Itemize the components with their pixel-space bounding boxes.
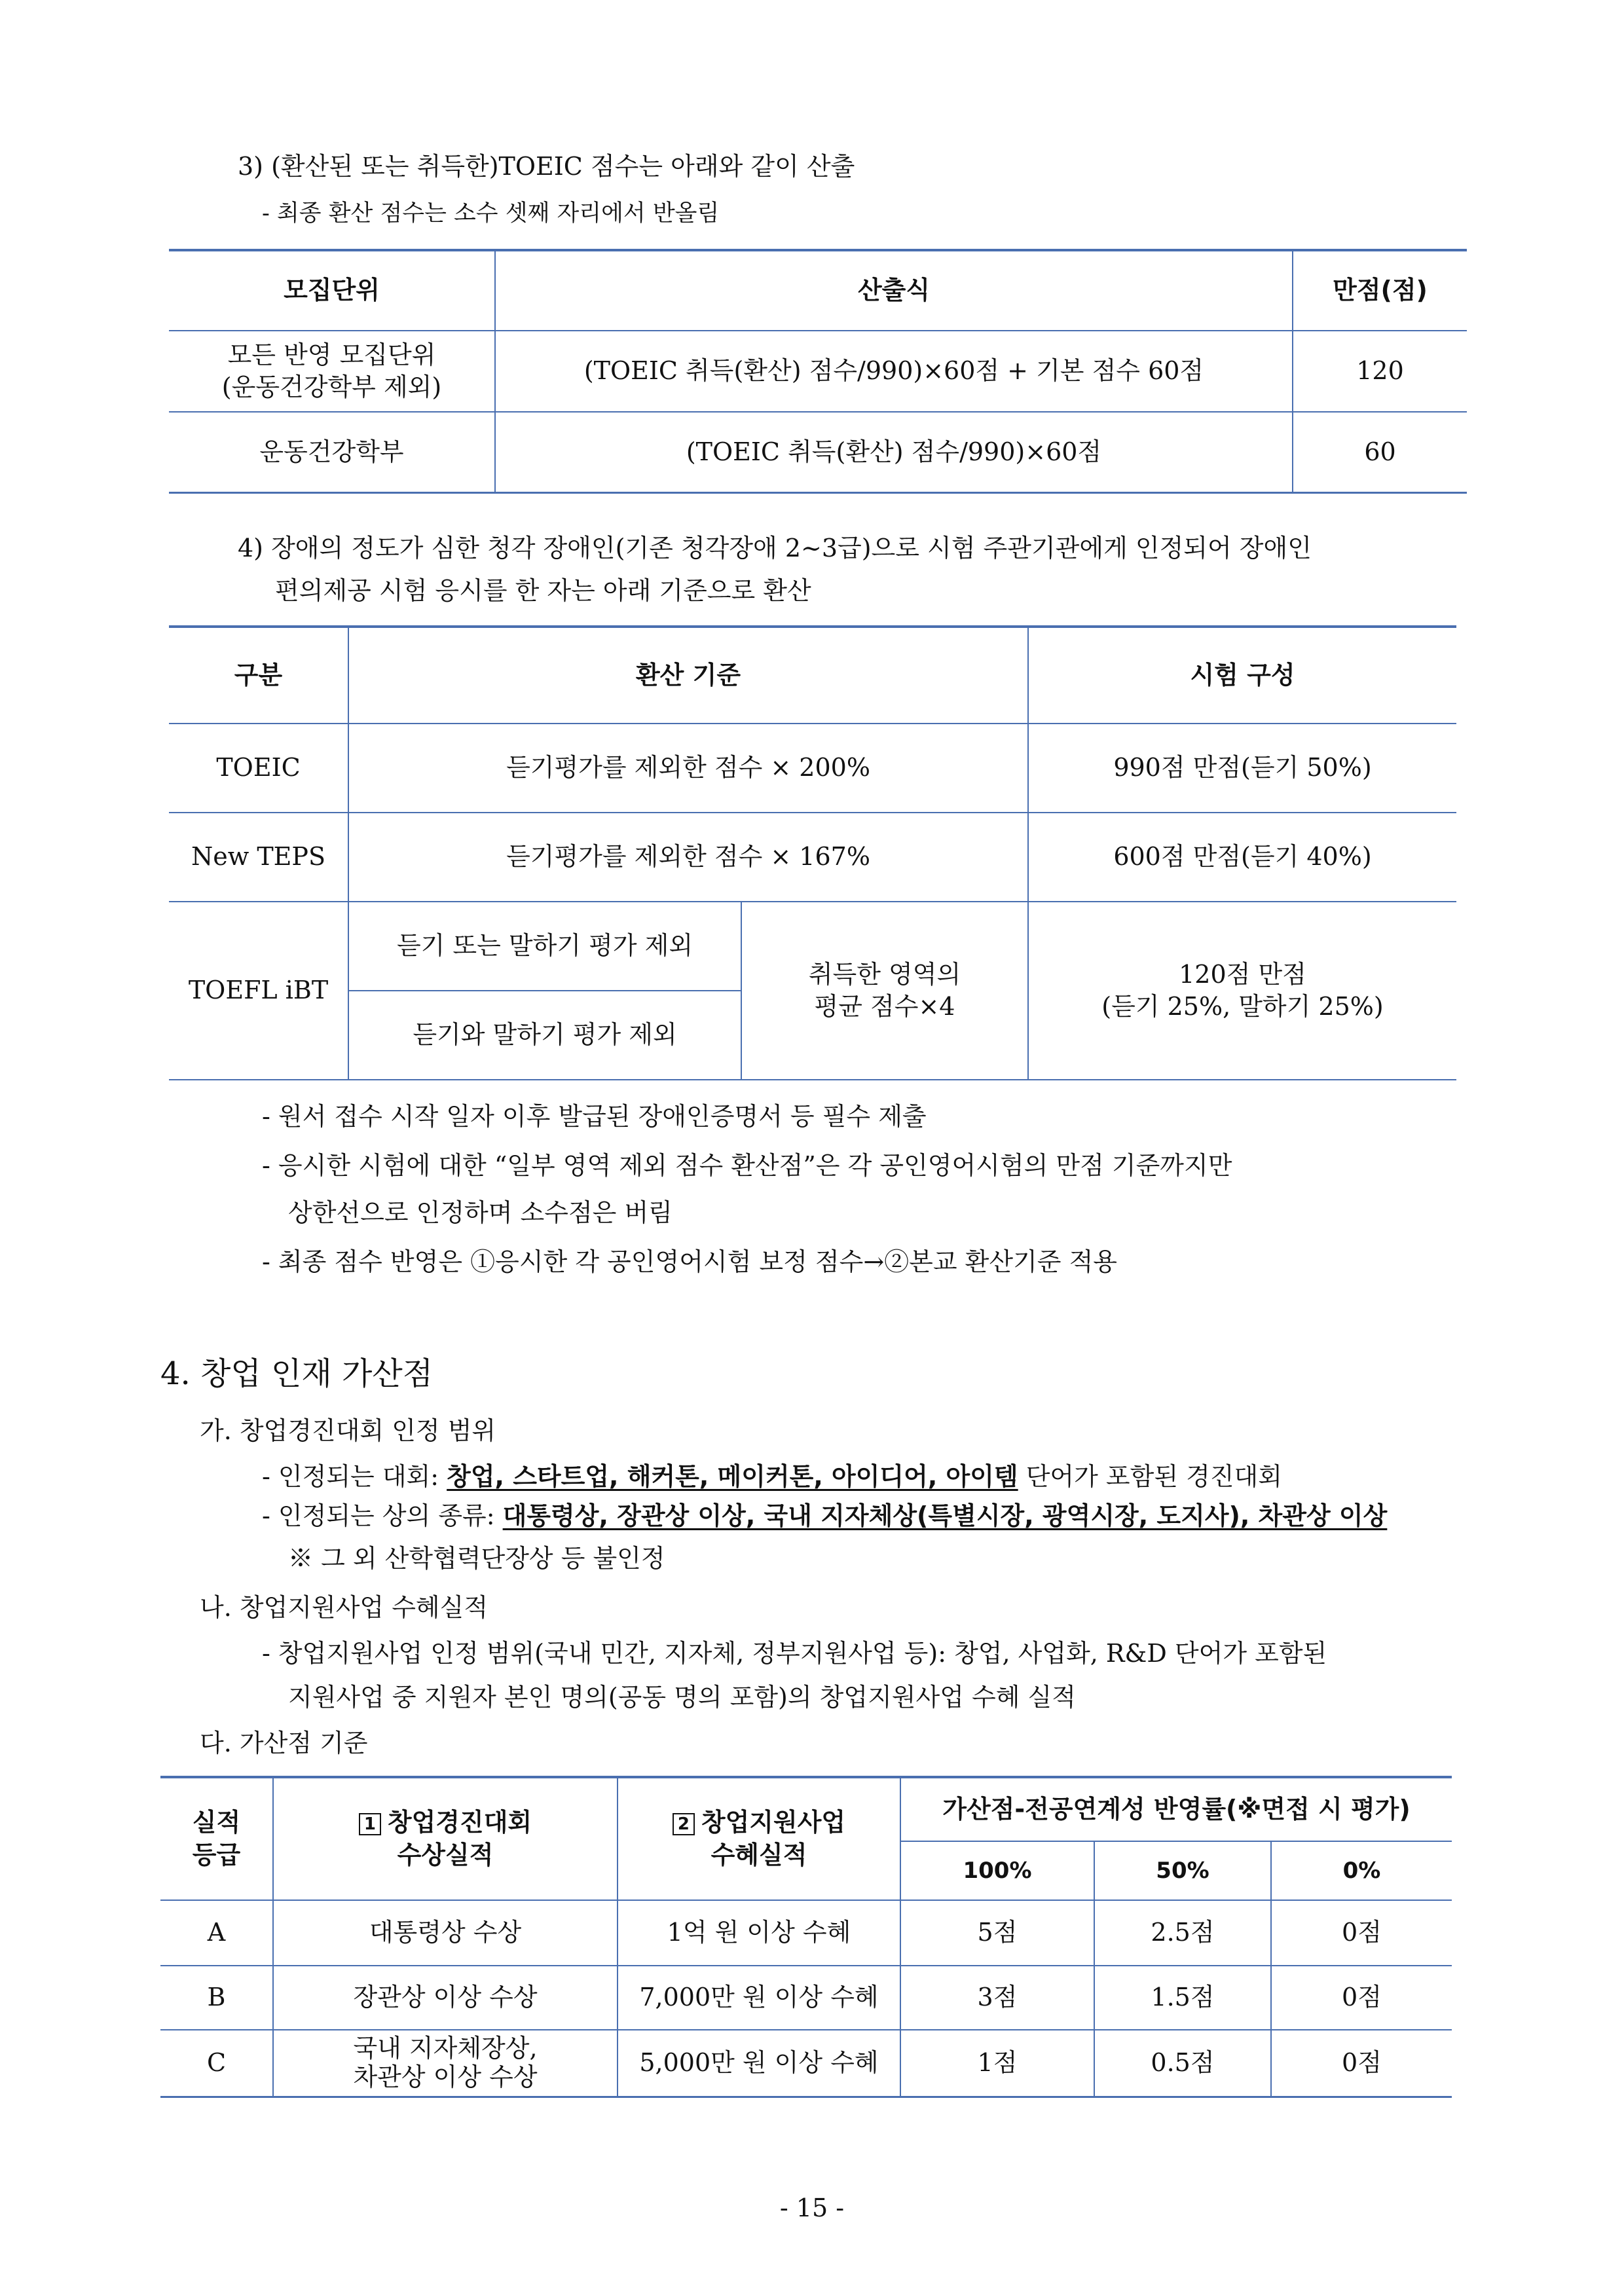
subsection-title: 가. 창업경진대회 인정 범위 — [200, 1416, 496, 1445]
col-header-max: 만점(점) — [1293, 250, 1467, 331]
award-cell: 대통령상 수상 — [273, 1900, 618, 1966]
basis-cell — [741, 902, 1028, 1080]
award-cell: 장관상 이상 수상 — [273, 1966, 618, 2030]
formula-cell: (TOEIC 취득(환산) 점수/990)×60점 — [495, 412, 1293, 492]
table-row — [169, 813, 1456, 902]
note-item: 상한선으로 인정하며 소수점은 버림 — [288, 1198, 673, 1227]
header-line: 등급 — [192, 1840, 241, 1869]
page-number: - 15 - — [779, 2194, 845, 2222]
composition-cell: 990점 만점(듣기 50%) — [1028, 724, 1456, 813]
basis-line: 평균 점수×4 — [814, 992, 955, 1021]
award-types: 대통령상, 장관상 이상, 국내 지자체상(특별시장, 광역시장, 도지사), 차관상 이상 — [502, 1501, 1388, 1530]
excluded-section-cell: 듣기 또는 말하기 평가 제외 — [348, 902, 741, 991]
support-cell: 7,000만 원 이상 수혜 — [618, 1966, 900, 2030]
header-line: 실적 — [192, 1808, 241, 1837]
subsection-title: 다. 가산점 기준 — [200, 1729, 368, 1757]
note-item: - 원서 접수 시작 일자 이후 발급된 장애인증명서 등 필수 제출 — [262, 1102, 927, 1131]
label: - 인정되는 대회: — [262, 1462, 447, 1491]
formula-cell: (TOEIC 취득(환산) 점수/990)×60점 + 기본 점수 60점 — [495, 331, 1293, 412]
points-0-cell: 0점 — [1271, 2030, 1452, 2097]
header-line: 창업지원사업 — [701, 1808, 846, 1837]
col-header-100: 100% — [900, 1841, 1094, 1900]
exam-name: TOEFL iBT — [169, 902, 348, 1080]
table-row — [169, 331, 1467, 412]
exam-name: New TEPS — [169, 813, 348, 902]
header-line: 수상실적 — [397, 1840, 494, 1869]
points-100-cell: 3점 — [900, 1966, 1094, 2030]
header-line: 수혜실적 — [710, 1840, 807, 1869]
col-header-composition: 시험 구성 — [1028, 627, 1456, 724]
col-header-unit: 모집단위 — [169, 250, 495, 331]
table-row — [160, 1900, 1452, 1966]
toeic-calc-heading: 3) (환산된 또는 취득한)TOEIC 점수는 아래와 같이 산출 — [238, 152, 855, 181]
table-row — [160, 1966, 1452, 2030]
number-box-icon: 2 — [673, 1813, 695, 1835]
max-cell: 120 — [1293, 331, 1467, 412]
table-row — [169, 902, 1456, 991]
disability-conversion-table — [169, 625, 1456, 1080]
support-cell: 1억 원 이상 수혜 — [618, 1900, 900, 1966]
support-scope-line2: 지원사업 중 지원자 본인 명의(공동 명의 포함)의 창업지원사업 수혜 실적 — [288, 1683, 1076, 1712]
disability-heading-line2: 편의제공 시험 응시를 한 자는 아래 기준으로 환산 — [275, 576, 811, 605]
col-header-basis: 환산 기준 — [348, 627, 1028, 724]
basis-line: 취득한 영역의 — [808, 959, 961, 989]
points-50-cell: 1.5점 — [1094, 1966, 1271, 2030]
col-header-0: 0% — [1271, 1841, 1452, 1900]
points-50-cell: 2.5점 — [1094, 1900, 1271, 1966]
disability-heading-line1: 4) 장애의 정도가 심한 청각 장애인(기존 청각장애 2~3급)으로 시험 주관기관에게 인정되어 장애인 — [238, 534, 1312, 562]
exam-name: TOEIC — [169, 724, 348, 813]
exclusion-note: ※ 그 외 산학협력단장상 등 불인정 — [288, 1544, 665, 1573]
unit-cell: 운동건강학부 — [169, 412, 495, 492]
col-header-contest-awards — [273, 1777, 618, 1900]
grade-cell: A — [160, 1900, 273, 1966]
composition-line: 120점 만점 — [1179, 959, 1306, 989]
award-line: 국내 지자체장상, — [353, 2034, 538, 2063]
composition-cell: 600점 만점(듣기 40%) — [1028, 813, 1456, 902]
col-header-support-record — [618, 1777, 900, 1900]
col-header-formula: 산출식 — [495, 250, 1293, 331]
award-cell — [273, 2030, 618, 2097]
table-row — [169, 412, 1467, 492]
max-cell: 60 — [1293, 412, 1467, 492]
bonus-criteria-table — [160, 1776, 1452, 2098]
table-row — [169, 724, 1456, 813]
subsection-title: 나. 창업지원사업 수혜실적 — [200, 1593, 489, 1622]
note-item: - 응시한 시험에 대한 “일부 영역 제외 점수 환산점”은 각 공인영어시험의 만점 기준까지만 — [262, 1151, 1232, 1180]
composition-cell — [1028, 902, 1456, 1080]
col-header-grade — [160, 1777, 273, 1900]
table-row — [160, 2030, 1452, 2097]
note-item: - 최종 점수 반영은 ①응시한 각 공인영어시험 보정 점수→②본교 환산기준 적용 — [262, 1247, 1118, 1276]
contest-keywords: 창업, 스타트업, 해커톤, 메이커톤, 아이디어, 아이템 — [447, 1462, 1018, 1491]
support-cell: 5,000만 원 이상 수혜 — [618, 2030, 900, 2097]
recognized-contests — [262, 1462, 1282, 1492]
points-100-cell: 1점 — [900, 2030, 1094, 2097]
col-header-category: 구분 — [169, 627, 348, 724]
basis-cell: 듣기평가를 제외한 점수 × 167% — [348, 813, 1028, 902]
support-scope-line1: - 창업지원사업 인정 범위(국내 민간, 지자체, 정부지원사업 등): 창업, 사업화, R&D 단어가 포함된 — [262, 1639, 1327, 1668]
basis-cell: 듣기평가를 제외한 점수 × 200% — [348, 724, 1028, 813]
points-50-cell: 0.5점 — [1094, 2030, 1271, 2097]
points-0-cell: 0점 — [1271, 1966, 1452, 2030]
points-0-cell: 0점 — [1271, 1900, 1452, 1966]
toeic-formula-table — [169, 249, 1467, 494]
label: 단어가 포함된 경진대회 — [1018, 1462, 1282, 1491]
award-line: 차관상 이상 수상 — [353, 2062, 538, 2091]
unit-line: 모든 반영 모집단위 — [227, 340, 436, 369]
recognized-awards — [262, 1501, 1387, 1532]
excluded-section-cell: 듣기와 말하기 평가 제외 — [348, 991, 741, 1080]
unit-line: (운동건강학부 제외) — [221, 373, 442, 401]
section-title: 4. 창업 인재 가산점 — [160, 1355, 434, 1392]
grade-cell: C — [160, 2030, 273, 2097]
composition-line: (듣기 25%, 말하기 25%) — [1101, 992, 1384, 1021]
grade-cell: B — [160, 1966, 273, 2030]
points-100-cell: 5점 — [900, 1900, 1094, 1966]
col-header-50: 50% — [1094, 1841, 1271, 1900]
label: - 인정되는 상의 종류: — [262, 1501, 503, 1530]
unit-cell — [169, 331, 495, 412]
header-line: 창업경진대회 — [387, 1808, 532, 1837]
rounding-note: - 최종 환산 점수는 소수 셋째 자리에서 반올림 — [262, 200, 720, 227]
col-header-bonus-rate: 가산점-전공연계성 반영률(※면접 시 평가) — [900, 1777, 1452, 1841]
number-box-icon: 1 — [359, 1813, 381, 1835]
